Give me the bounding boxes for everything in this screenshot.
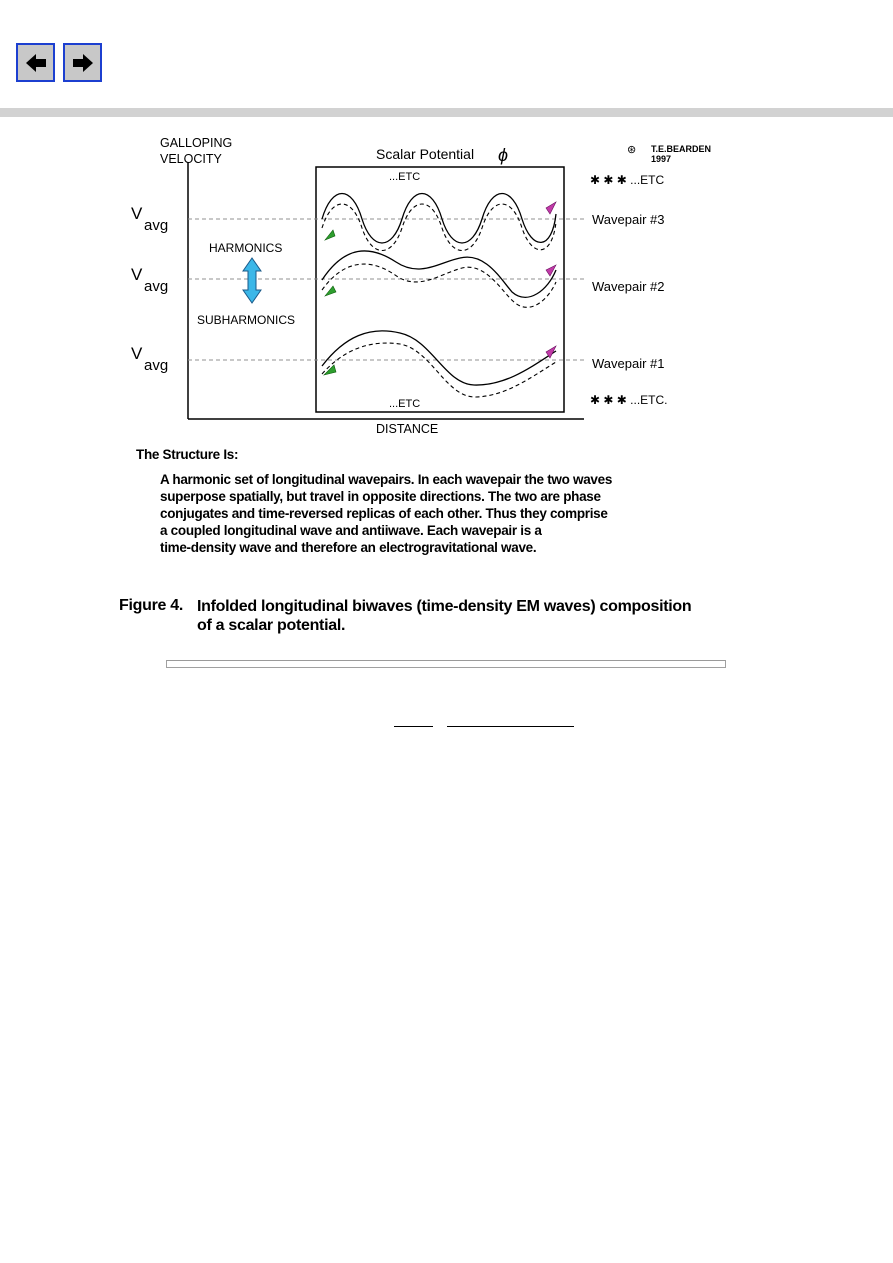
link-underline-short[interactable] [394,726,433,727]
top-etc: ...ETC [389,171,421,183]
back-button[interactable] [16,43,55,82]
figure-caption-line: of a scalar potential. [197,617,346,634]
vavg-label-3 [131,204,168,234]
wavepair-1-label: Wavepair #1 [592,356,665,371]
structure-line: A harmonic set of longitudinal wavepairs. In each wavepair the two waves [160,472,613,487]
wave-3-solid [322,194,556,244]
structure-line: superpose spatially, but travel in opposite directions. The two are phase [160,489,601,504]
vavg-label-2 [131,265,168,295]
potential-box [316,167,564,412]
up-down-arrow-icon [243,258,261,303]
wave-2-dashed [322,264,556,307]
svg-text:avg: avg [144,278,169,295]
bottom-etc: ...ETC [389,398,421,410]
svg-text:V: V [131,265,143,284]
structure-line: a coupled longitudinal wave and antiiwave. Each wavepair is a [160,523,542,538]
wavepair-3-label: Wavepair #3 [592,212,665,227]
wave-1-solid [322,331,556,385]
copyright-icon: ⊛ [627,144,637,156]
wave-2-solid [322,251,556,297]
arrow-left-icon [22,49,50,77]
structure-line: time-density wave and therefore an electrogravitational wave. [160,540,537,555]
diagram-title: Scalar Potential [376,146,475,162]
svg-text:V: V [131,344,143,363]
figure-label: Figure 4. [119,597,183,614]
y-axis-label-2: VELOCITY [160,152,222,166]
content-divider-panel [166,660,726,668]
right-top-etc: ✱ ✱ ✱ ...ETC [590,173,665,187]
structure-line: conjugates and time-reversed replicas of each other. Thus they comprise [160,506,608,521]
right-bottom-etc: ✱ ✱ ✱ ...ETC. [590,393,668,407]
copyright-name: T.E.BEARDEN [651,144,712,154]
structure-text [160,471,800,556]
link-underline-long[interactable] [447,726,574,727]
phi-symbol: ϕ [498,145,509,165]
figure-caption-line: Infolded longitudinal biwaves (time-density EM waves) composition [197,598,692,615]
y-axis-label-1: GALLOPING [160,136,233,150]
svg-text:V: V [131,204,143,223]
figure-caption [197,597,797,635]
svg-text:avg: avg [144,357,169,374]
scalar-potential-diagram [0,117,893,447]
green-arrow-2 [325,286,336,296]
wave-1-dashed [322,343,556,397]
magenta-arrow-3 [546,202,556,214]
structure-title: The Structure Is: [136,447,239,462]
forward-button[interactable] [63,43,102,82]
harmonics-label: HARMONICS [209,241,283,255]
green-arrow-3 [325,230,335,240]
copyright-year: 1997 [651,154,672,164]
header-divider [0,108,893,117]
svg-text:avg: avg [144,217,169,234]
wavepair-2-label: Wavepair #2 [592,279,665,294]
arrow-right-icon [69,49,97,77]
x-axis-label: DISTANCE [376,422,439,436]
subharmonics-label: SUBHARMONICS [197,313,296,327]
vavg-label-1 [131,344,168,374]
